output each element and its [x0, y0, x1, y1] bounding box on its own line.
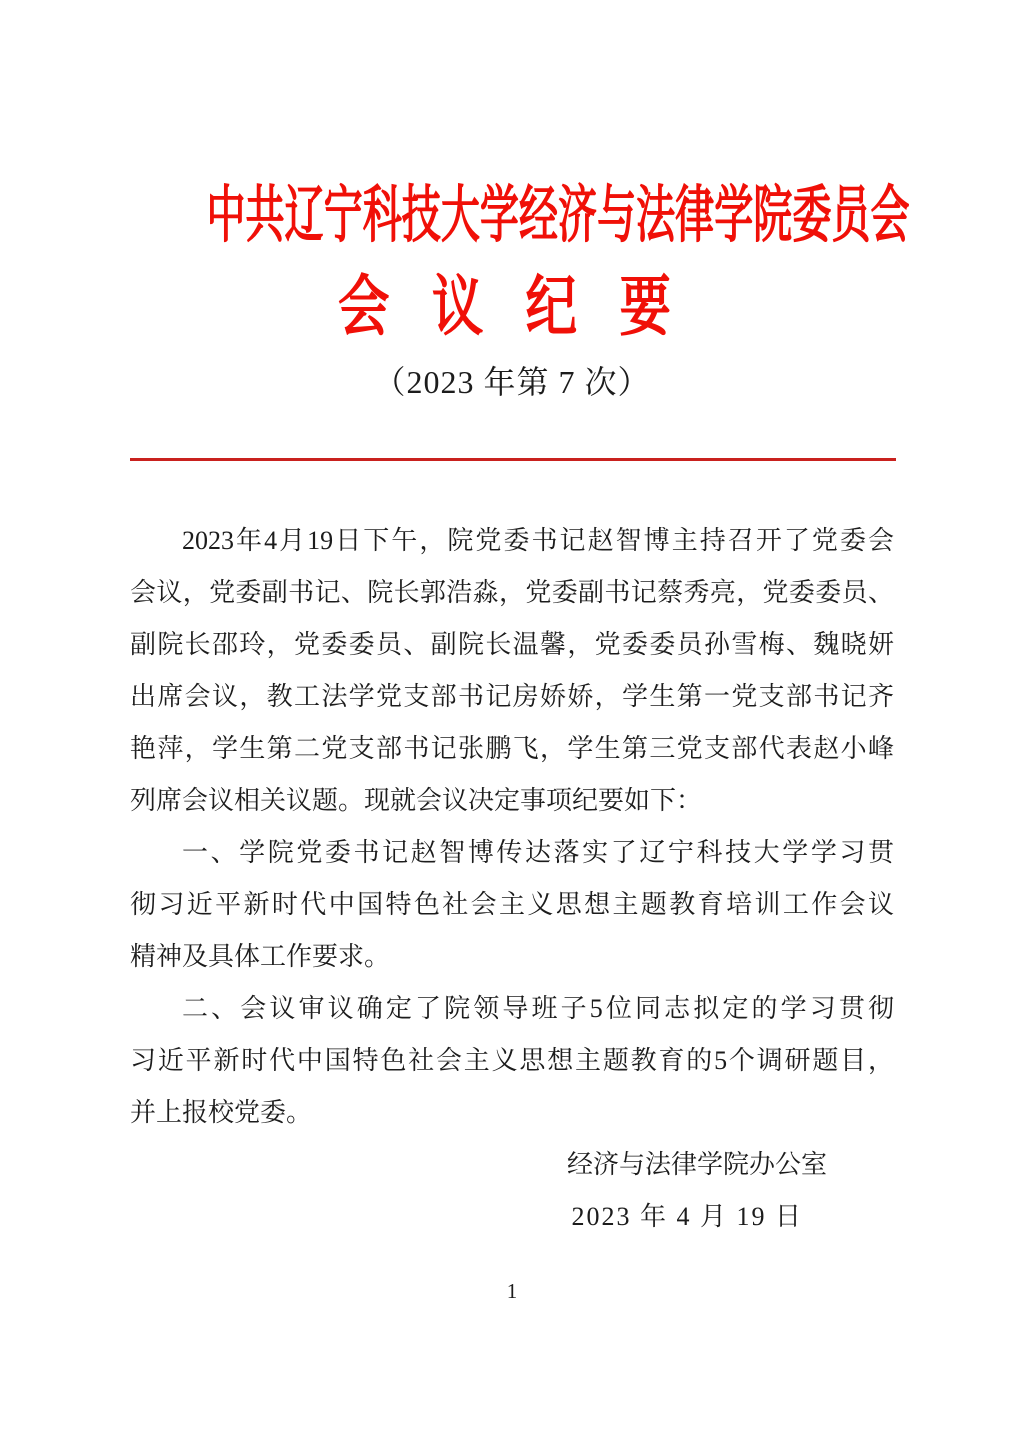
body-line-4: 出席会议，教工法学党支部书记房娇娇，学生第一党支部书记齐	[130, 682, 894, 711]
doc-title-text: 会 议 纪 要	[338, 269, 686, 343]
body-line-10: 二、会议审议确定了院领导班子5位同志拟定的学习贯彻	[182, 994, 894, 1023]
org-title-text: 中共辽宁科技大学经济与法律学院委员会	[206, 181, 910, 250]
body-line-12: 并上报校党委。	[130, 1098, 313, 1127]
body-line-11: 习近平新时代中国特色社会主义思想主题教育的5个调研题目，	[130, 1046, 894, 1075]
page-number: 1	[506, 1279, 518, 1303]
signature-office: 经济与法律学院办公室	[566, 1150, 827, 1179]
org-title	[0, 180, 1024, 252]
body-line-2: 会议，党委副书记、院长郭浩淼，党委副书记蔡秀亮，党委委员、	[130, 578, 894, 607]
body-line-8: 彻习近平新时代中国特色社会主义思想主题教育培训工作会议	[130, 890, 894, 919]
body-line-7: 一、学院党委书记赵智博传达落实了辽宁科技大学学习贯	[182, 838, 894, 867]
body-line-6: 列席会议相关议题。现就会议决定事项纪要如下：	[130, 786, 703, 815]
body-line-1: 2023年4月19日下午，院党委书记赵智博主持召开了党委会	[182, 526, 894, 555]
header-divider-rule	[130, 458, 896, 461]
body-line-9: 精神及具体工作要求。	[130, 942, 391, 971]
document-body	[130, 515, 894, 1243]
issue-number-label: （2023 年第 7 次）	[373, 364, 651, 400]
signature-date: 2023 年 4 月 19 日	[571, 1202, 803, 1231]
body-line-3: 副院长邵玲，党委委员、副院长温馨，党委委员孙雪梅、魏晓妍	[130, 630, 894, 659]
body-line-5: 艳萍，学生第二党支部书记张鹏飞，学生第三党支部代表赵小峰	[130, 734, 894, 763]
doc-title	[0, 266, 1024, 346]
